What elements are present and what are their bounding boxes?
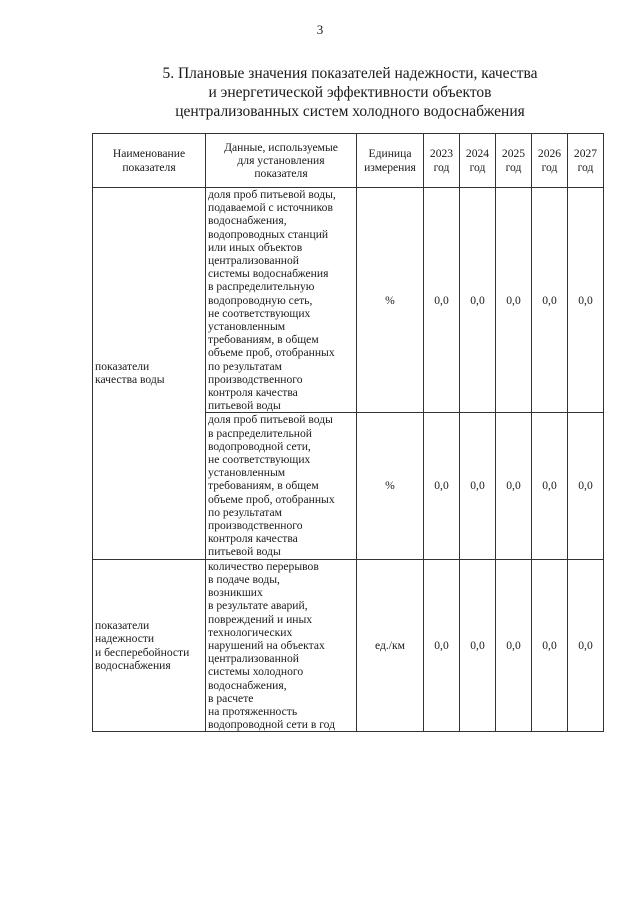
unit-cell: ед./км <box>357 559 424 732</box>
data-line: установленным <box>208 466 286 480</box>
value-cell-2023: 0,0 <box>424 559 460 732</box>
section-title-line: и энергетической эффективности объектов <box>208 84 492 101</box>
value-cell-2027: 0,0 <box>568 413 604 559</box>
data-line: по результатам <box>208 359 282 373</box>
data-line: повреждений и иных <box>208 612 313 626</box>
data-line: не соответствующих <box>208 453 311 467</box>
value-cell-2027: 0,0 <box>568 188 604 413</box>
header-line: показателя <box>122 160 176 174</box>
data-line: системы водоснабжения <box>208 267 329 281</box>
data-line: централизованной <box>208 254 299 268</box>
data-line: водоснабжения, <box>208 678 287 692</box>
value-cell-2026: 0,0 <box>532 559 568 732</box>
data-line: объеме проб, отобранных <box>208 346 335 360</box>
data-line: контроля качества <box>208 532 298 546</box>
data-line: питьевой воды <box>208 399 281 413</box>
data-line: в распределительной <box>208 426 312 440</box>
section-title <box>150 64 550 121</box>
header-line: 2027 <box>573 147 598 161</box>
data-line: нарушений на объектах <box>208 638 325 652</box>
data-line: установленным <box>208 320 286 334</box>
header-line: измерения <box>364 160 416 174</box>
data-line: в результате аварий, <box>208 599 308 613</box>
data-line: производственного <box>208 519 303 533</box>
header-line: 2025 <box>501 147 526 161</box>
data-line: системы холодного <box>208 665 304 679</box>
header-line: показателя <box>254 167 308 181</box>
header-year-2025 <box>496 134 532 188</box>
value-cell-2026: 0,0 <box>532 188 568 413</box>
value-cell-2023: 0,0 <box>424 413 460 559</box>
header-unit <box>357 134 424 188</box>
unit-cell: % <box>357 413 424 559</box>
indicator-name-line: водоснабжения <box>95 658 171 672</box>
header-line: Данные, используемые <box>224 140 338 154</box>
header-data <box>206 134 357 188</box>
header-line: год <box>433 160 450 174</box>
header-year-2023 <box>424 134 460 188</box>
data-line: на протяженность <box>208 704 298 718</box>
header-line: год <box>505 160 522 174</box>
indicator-data-cell <box>206 413 357 559</box>
header-year-2024 <box>460 134 496 188</box>
data-line: в распределительную <box>208 280 315 294</box>
indicators-table <box>92 133 604 732</box>
data-line: водопроводных станций <box>208 227 329 241</box>
value-cell-2025: 0,0 <box>496 188 532 413</box>
indicator-data-cell <box>206 188 357 413</box>
value-cell-2026: 0,0 <box>532 413 568 559</box>
header-line: год <box>577 160 594 174</box>
data-line: централизованной <box>208 652 299 666</box>
data-line: контроля качества <box>208 386 298 400</box>
header-line: Наименование <box>112 147 186 161</box>
header-line: Единица <box>368 147 412 161</box>
data-line: водопроводной сети в год <box>208 718 336 732</box>
data-line: подаваемой с источников <box>208 201 333 215</box>
data-line: или иных объектов <box>208 240 303 254</box>
data-line: водопроводной сети, <box>208 439 311 453</box>
header-line: 2026 <box>537 147 562 161</box>
data-line: производственного <box>208 372 303 386</box>
indicator-name-line: и бесперебойности <box>95 645 190 659</box>
data-line: не соответствующих <box>208 306 311 320</box>
value-cell-2024: 0,0 <box>460 188 496 413</box>
data-line: доля проб питьевой воды <box>208 413 333 427</box>
header-name <box>93 134 206 188</box>
data-line: водопроводную сеть, <box>208 293 313 307</box>
value-cell-2027: 0,0 <box>568 559 604 732</box>
table-header-row <box>93 134 604 188</box>
table-row <box>93 559 604 732</box>
value-cell-2024: 0,0 <box>460 413 496 559</box>
data-line: доля проб питьевой воды, <box>208 188 336 201</box>
section-title-line: 5. Плановые значения показателей надежности, качества <box>162 65 538 82</box>
data-line: в расчете <box>208 691 254 705</box>
value-cell-2023: 0,0 <box>424 188 460 413</box>
header-line: 2023 <box>429 147 454 161</box>
data-line: по результатам <box>208 505 282 519</box>
data-line: возникших <box>208 586 263 600</box>
header-year-2027 <box>568 134 604 188</box>
data-line: требованиям, в общем <box>208 479 319 493</box>
data-line: водоснабжения, <box>208 214 287 228</box>
value-cell-2024: 0,0 <box>460 559 496 732</box>
header-line: год <box>469 160 486 174</box>
page-number: 3 <box>316 22 324 37</box>
indicator-name-cell <box>93 188 206 560</box>
data-line: требованиям, в общем <box>208 333 319 347</box>
value-cell-2025: 0,0 <box>496 413 532 559</box>
indicator-name-line: качества воды <box>95 373 165 387</box>
indicator-name-line: показатели <box>95 619 150 633</box>
header-line: для установления <box>237 153 325 167</box>
data-line: объеме проб, отобранных <box>208 492 335 506</box>
header-line: год <box>541 160 558 174</box>
data-line: питьевой воды <box>208 545 281 559</box>
indicator-name-cell <box>93 559 206 732</box>
unit-cell: % <box>357 188 424 413</box>
indicator-name-line: надежности <box>95 632 155 646</box>
data-line: в подаче воды, <box>208 572 280 586</box>
indicator-name-line: показатели <box>95 360 150 374</box>
indicator-data-cell <box>206 559 357 732</box>
data-line: количество перерывов <box>208 559 319 573</box>
data-line: технологических <box>208 625 293 639</box>
header-year-2026 <box>532 134 568 188</box>
section-title-line: централизованных систем холодного водоснабжения <box>175 103 525 120</box>
value-cell-2025: 0,0 <box>496 559 532 732</box>
table-row <box>93 188 604 413</box>
header-line: 2024 <box>465 147 490 161</box>
